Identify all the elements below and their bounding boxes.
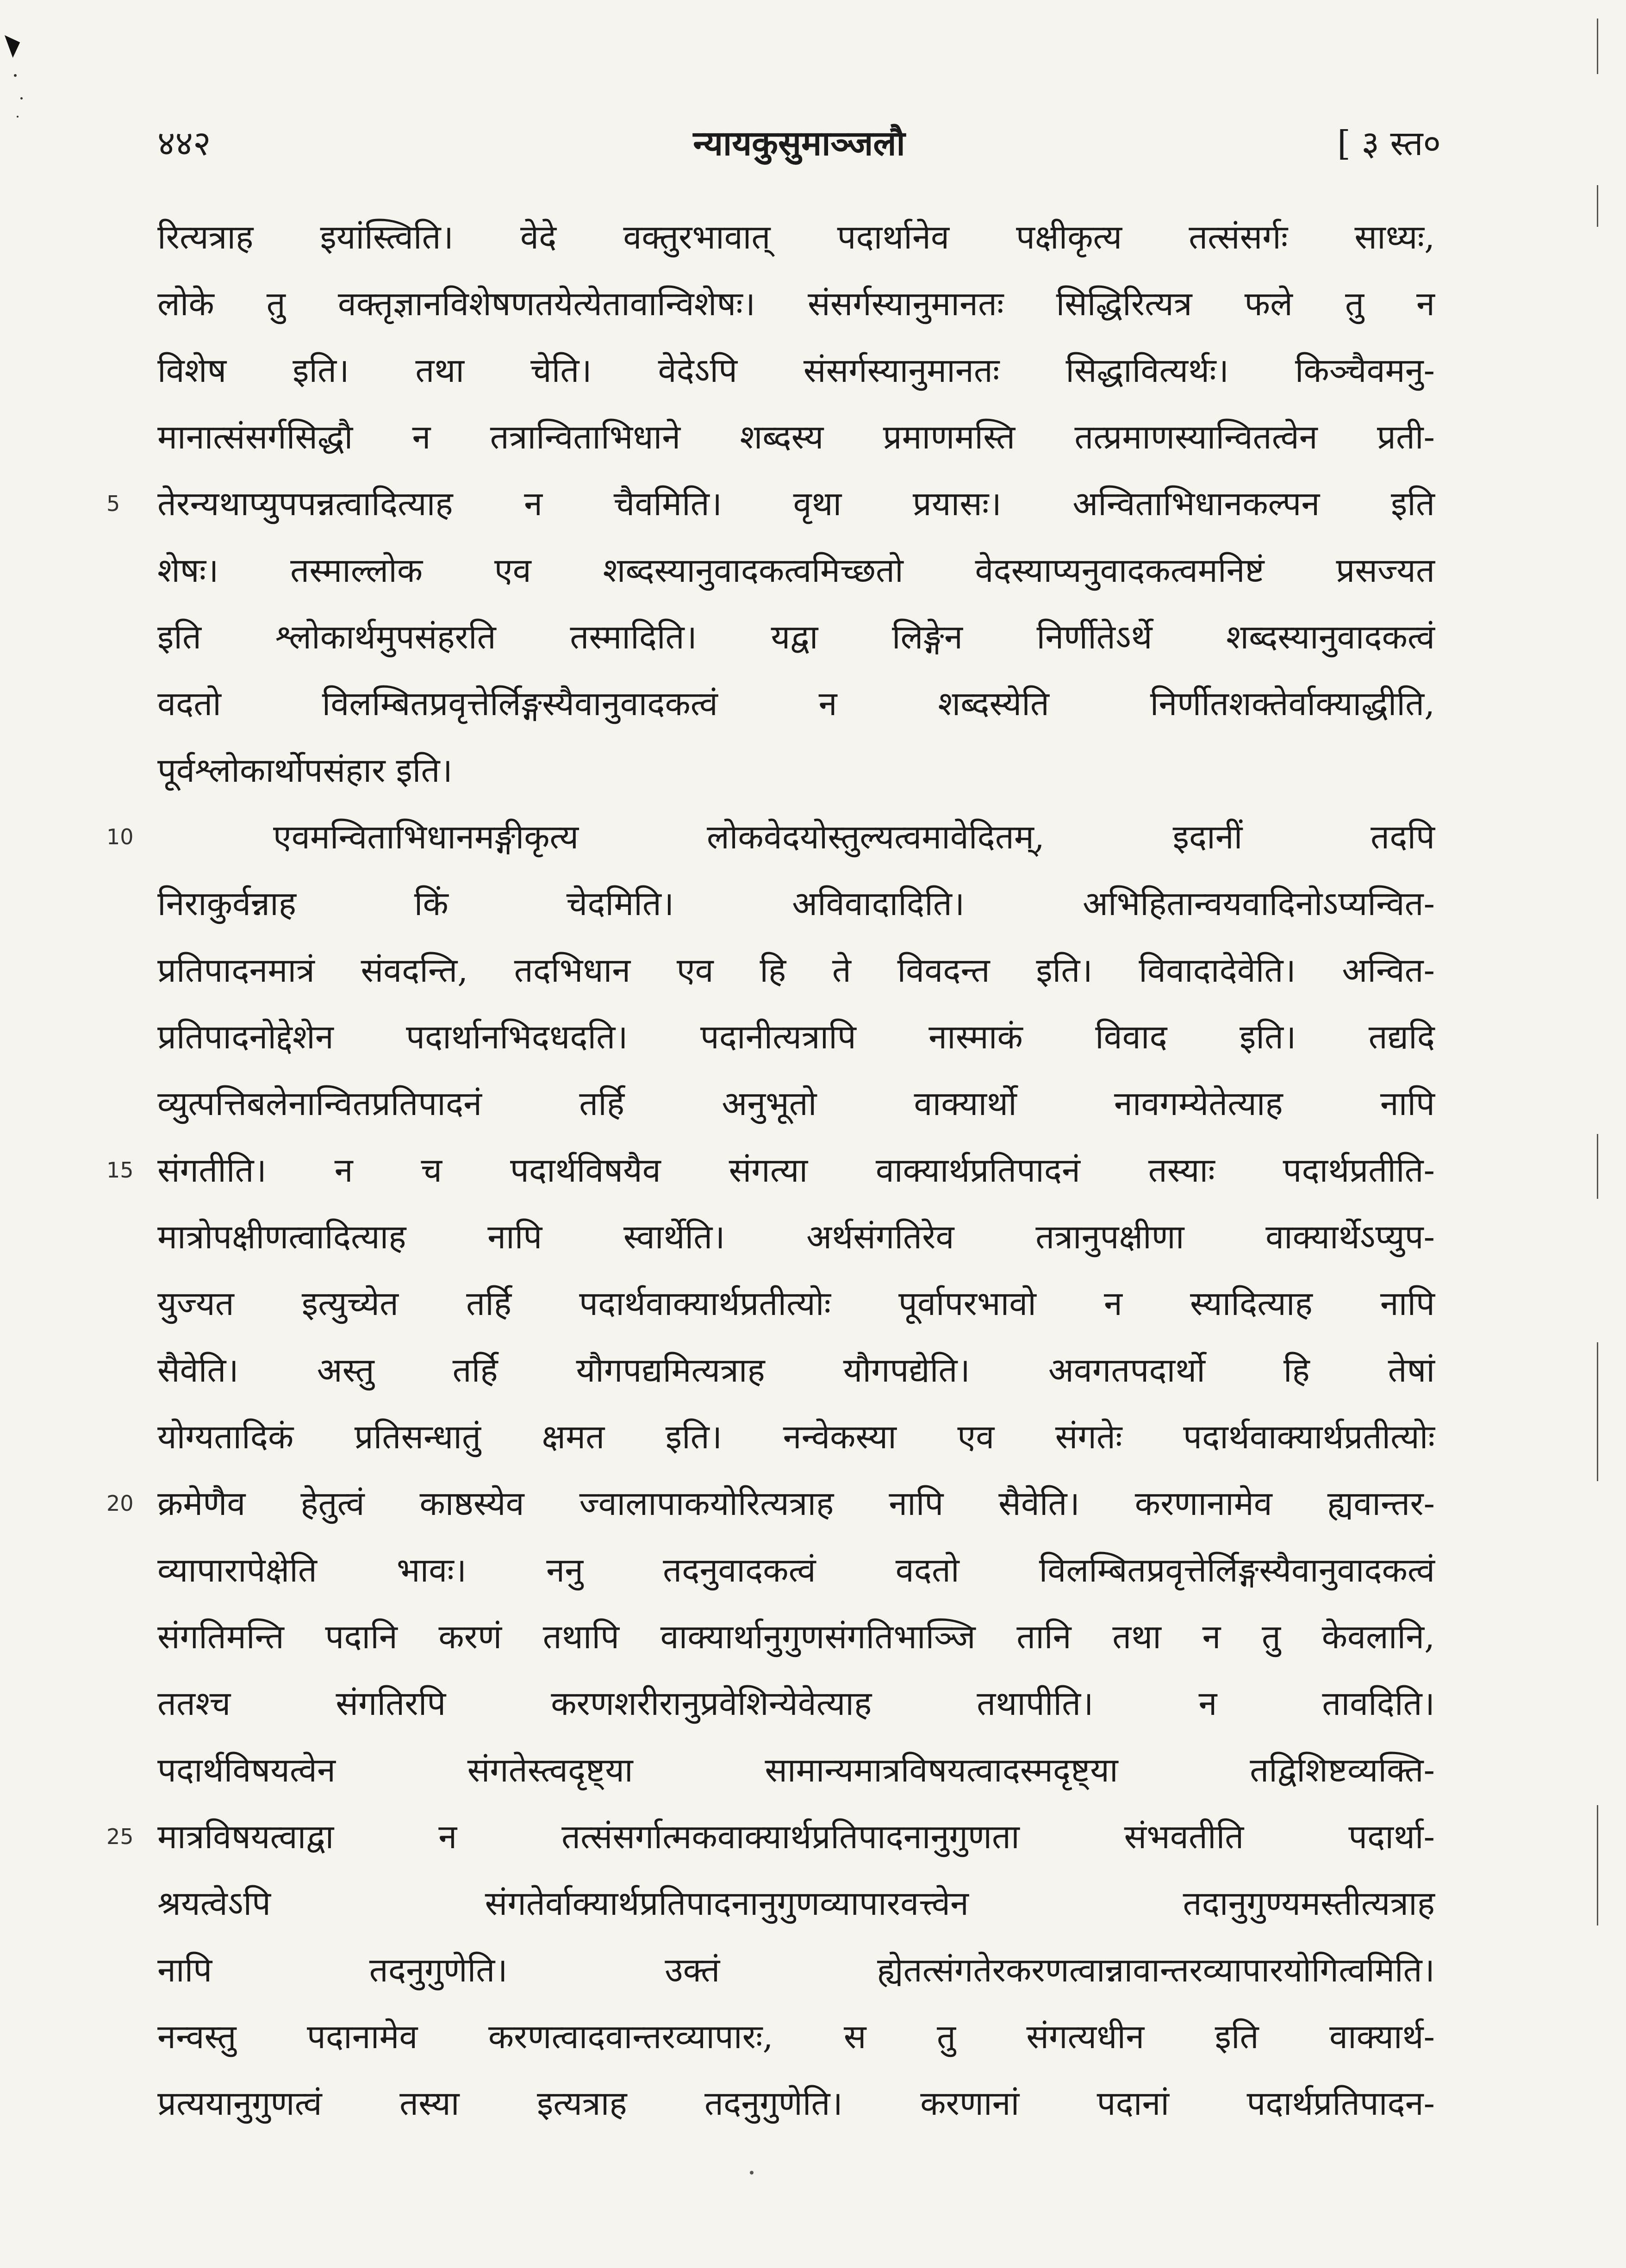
- scan-edge-line: [1597, 1805, 1598, 1925]
- line-text: मात्रविषयत्वाद्वा न तत्संसर्गात्मकवाक्यार्थप्रतिपादनानुगुणता संभवतीति पदार्था-: [157, 1817, 1435, 1856]
- text-line: [157, 1870, 1435, 1937]
- line-text: सैवेति। अस्तु तर्हि यौगपद्यमित्यत्राह यौगपद्येति। अवगतपदार्थो हि तेषां: [157, 1351, 1435, 1389]
- text-line: [106, 1470, 1435, 1537]
- line-text: पदार्थविषयत्वेन संगतेस्त्वदृष्ट्या सामान्यमात्रविषयत्वादस्मदृष्ट्या तद्विशिष्टव्यक्ति-: [157, 1751, 1435, 1789]
- text-line: [157, 1670, 1435, 1737]
- line-text: व्युत्पत्तिबलेनान्वितप्रतिपादनं तर्हि अनुभूतो वाक्यार्थो नावगम्येतेत्याह नापि: [157, 1084, 1435, 1123]
- line-text: व्यापारापेक्षेति भावः। ननु तदनुवादकत्वं वदतो विलम्बितप्रवृत्तेर्लिङ्गस्यैवानुवादकत्वं: [157, 1551, 1435, 1589]
- page-title: न्यायकुसुमाञ्जलौ: [693, 124, 905, 163]
- text-line: [157, 1270, 1435, 1337]
- text-line: [157, 404, 1435, 470]
- line-text: क्रमेणैव हेतुत्वं काष्ठस्येव ज्वालापाकयोरित्यत्राह नापि सैवेति। करणानामेव ह्यवान्तर-: [157, 1484, 1435, 1523]
- scan-edge-line: [1597, 1342, 1598, 1481]
- scan-speckle: [17, 116, 19, 118]
- line-text: तेरन्यथाप्युपपन्नत्वादित्याह न चैवमिति। वृथा प्रयासः। अन्विताभिधानकल्पन इति: [157, 484, 1435, 523]
- text-line: [157, 937, 1435, 1003]
- line-text: संगतिमन्ति पदानि करणं तथापि वाक्यार्थानुगुणसंगतिभाञ्जि तानि तथा न तु केवलानि,: [157, 1617, 1435, 1656]
- line-text: संगतीति। न च पदार्थविषयैव संगत्या वाक्यार्थप्रतिपादनं तस्याः पदार्थप्रतीति-: [157, 1151, 1435, 1190]
- text-line: [106, 1803, 1435, 1870]
- running-header: [157, 118, 1441, 169]
- section-marker: [ ३ स्त०: [1337, 124, 1441, 163]
- line-text: शेषः। तस्माल्लोक एव शब्दस्यानुवादकत्वमिच्छतो वेदस्याप्यनुवादकत्वमनिष्टं प्रसज्यत: [157, 551, 1435, 590]
- scan-edge-line: [1597, 185, 1598, 227]
- text-line: [157, 670, 1435, 737]
- line-text: लोके तु वक्तृज्ञानविशेषणतयेत्येतावान्विशेषः। संसर्गस्यानुमानतः सिद्धिरित्यत्र फले तु न: [157, 284, 1435, 323]
- text-line: [157, 204, 1435, 270]
- page-number: ४४२: [157, 124, 211, 163]
- text-line: [106, 804, 1435, 870]
- line-number: 10: [106, 824, 134, 849]
- text-line: [157, 1537, 1435, 1603]
- text-line: [106, 1137, 1435, 1203]
- line-text: प्रत्ययानुगुणत्वं तस्या इत्यत्राह तदनुगुणेति। करणानां पदानां पदार्थप्रतिपादन-: [157, 2084, 1435, 2123]
- line-text: नन्वस्तु पदानामेव करणत्वादवान्तरव्यापारः, स तु संगत्यधीन इति वाक्यार्थ-: [157, 2017, 1435, 2056]
- line-text: श्रयत्वेऽपि संगतेर्वाक्यार्थप्रतिपादनानुगुणव्यापारवत्त्वेन तदानुगुण्यमस्तीत्यत्राह: [157, 1884, 1435, 1923]
- scan-speckle: [20, 97, 23, 100]
- text-line: [157, 2070, 1435, 2137]
- line-text: योग्यतादिकं प्रतिसन्धातुं क्षमत इति। नन्वेकस्या एव संगतेः पदार्थवाक्यार्थप्रतीत्योः: [157, 1417, 1435, 1456]
- text-line: [157, 270, 1435, 337]
- line-number: 5: [106, 491, 120, 516]
- line-text: प्रतिपादनमात्रं संवदन्ति, तदभिधान एव हि ते विवदन्त इति। विवादादेवेति। अन्वित-: [157, 951, 1435, 990]
- text-line: [157, 737, 1435, 804]
- scan-corner-mark: [5, 31, 24, 58]
- line-text: रित्यत्राह इयांस्त्विति। वेदे वक्तुरभावात् पदार्थानेव पक्षीकृत्य तत्संसर्गः साध्यः,: [157, 218, 1435, 256]
- text-line: [157, 1070, 1435, 1137]
- text-line: [157, 337, 1435, 404]
- line-text: युज्यत इत्युच्येत तर्हि पदार्थवाक्यार्थप्रतीत्योः पूर्वापरभावो न स्यादित्याह नापि: [157, 1284, 1435, 1323]
- commentary-text: [106, 204, 1435, 2137]
- text-line: [157, 870, 1435, 937]
- line-text: एवमन्विताभिधानमङ्गीकृत्य लोकवेदयोस्तुल्यत्वमावेदितम्, इदानीं तदपि: [273, 817, 1435, 856]
- scan-speckle: [750, 2171, 754, 2175]
- line-text: मानात्संसर्गसिद्धौ न तत्रान्विताभिधाने शब्दस्य प्रमाणमस्ति तत्प्रमाणस्यान्वितत्वेन प्रती-: [157, 417, 1435, 456]
- line-number: 20: [106, 1491, 134, 1516]
- line-text: ततश्च संगतिरपि करणशरीरानुप्रवेशिन्येवेत्याह तथापीति। न तावदिति।: [157, 1684, 1435, 1723]
- text-line: [157, 1603, 1435, 1670]
- line-number: 15: [106, 1158, 134, 1183]
- text-line: [157, 604, 1435, 670]
- line-text: मात्रोपक्षीणत्वादित्याह नापि स्वार्थेति। अर्थसंगतिरेव तत्रानुपक्षीणा वाक्यार्थेऽप्युप-: [157, 1217, 1435, 1256]
- text-line: [157, 1003, 1435, 1070]
- line-text: इति श्लोकार्थमुपसंहरति तस्मादिति। यद्वा लिङ्गेन निर्णीतेऽर्थे शब्दस्यानुवादकत्वं: [157, 617, 1435, 656]
- scan-speckle: [14, 74, 17, 77]
- line-text: निराकुर्वन्नाह किं चेदमिति। अविवादादिति। अभिहितान्वयवादिनोऽप्यन्वित-: [157, 884, 1435, 923]
- text-line: [157, 1737, 1435, 1803]
- text-line: [106, 470, 1435, 537]
- line-text: नापि तदनुगुणेति। उक्तं ह्येतत्संगतेरकरणत्वान्नावान्तरव्यापारयोगित्वमिति।: [157, 1950, 1435, 1989]
- text-line: [157, 2003, 1435, 2070]
- text-line: [157, 1337, 1435, 1403]
- line-text: विशेष इति। तथा चेति। वेदेऽपि संसर्गस्यानुमानतः सिद्धावित्यर्थः। किञ्चैवमनु-: [157, 351, 1435, 390]
- line-text: वदतो विलम्बितप्रवृत्तेर्लिङ्गस्यैवानुवादकत्वं न शब्दस्येति निर्णीतशक्तेर्वाक्याद्धीति,: [157, 684, 1435, 723]
- line-number: 25: [106, 1824, 134, 1849]
- text-line: [157, 537, 1435, 604]
- line-text: प्रतिपादनोद्देशेन पदार्थानभिदधदति। पदानीत्यत्रापि नास्माकं विवाद इति। तद्यदि: [157, 1017, 1435, 1056]
- line-text: पूर्वश्लोकार्थोपसंहार इति।: [157, 751, 453, 790]
- scan-edge-line: [1597, 1134, 1598, 1199]
- text-line: [157, 1403, 1435, 1470]
- text-line: [157, 1937, 1435, 2003]
- scan-edge-line: [1597, 19, 1598, 74]
- text-line: [157, 1203, 1435, 1270]
